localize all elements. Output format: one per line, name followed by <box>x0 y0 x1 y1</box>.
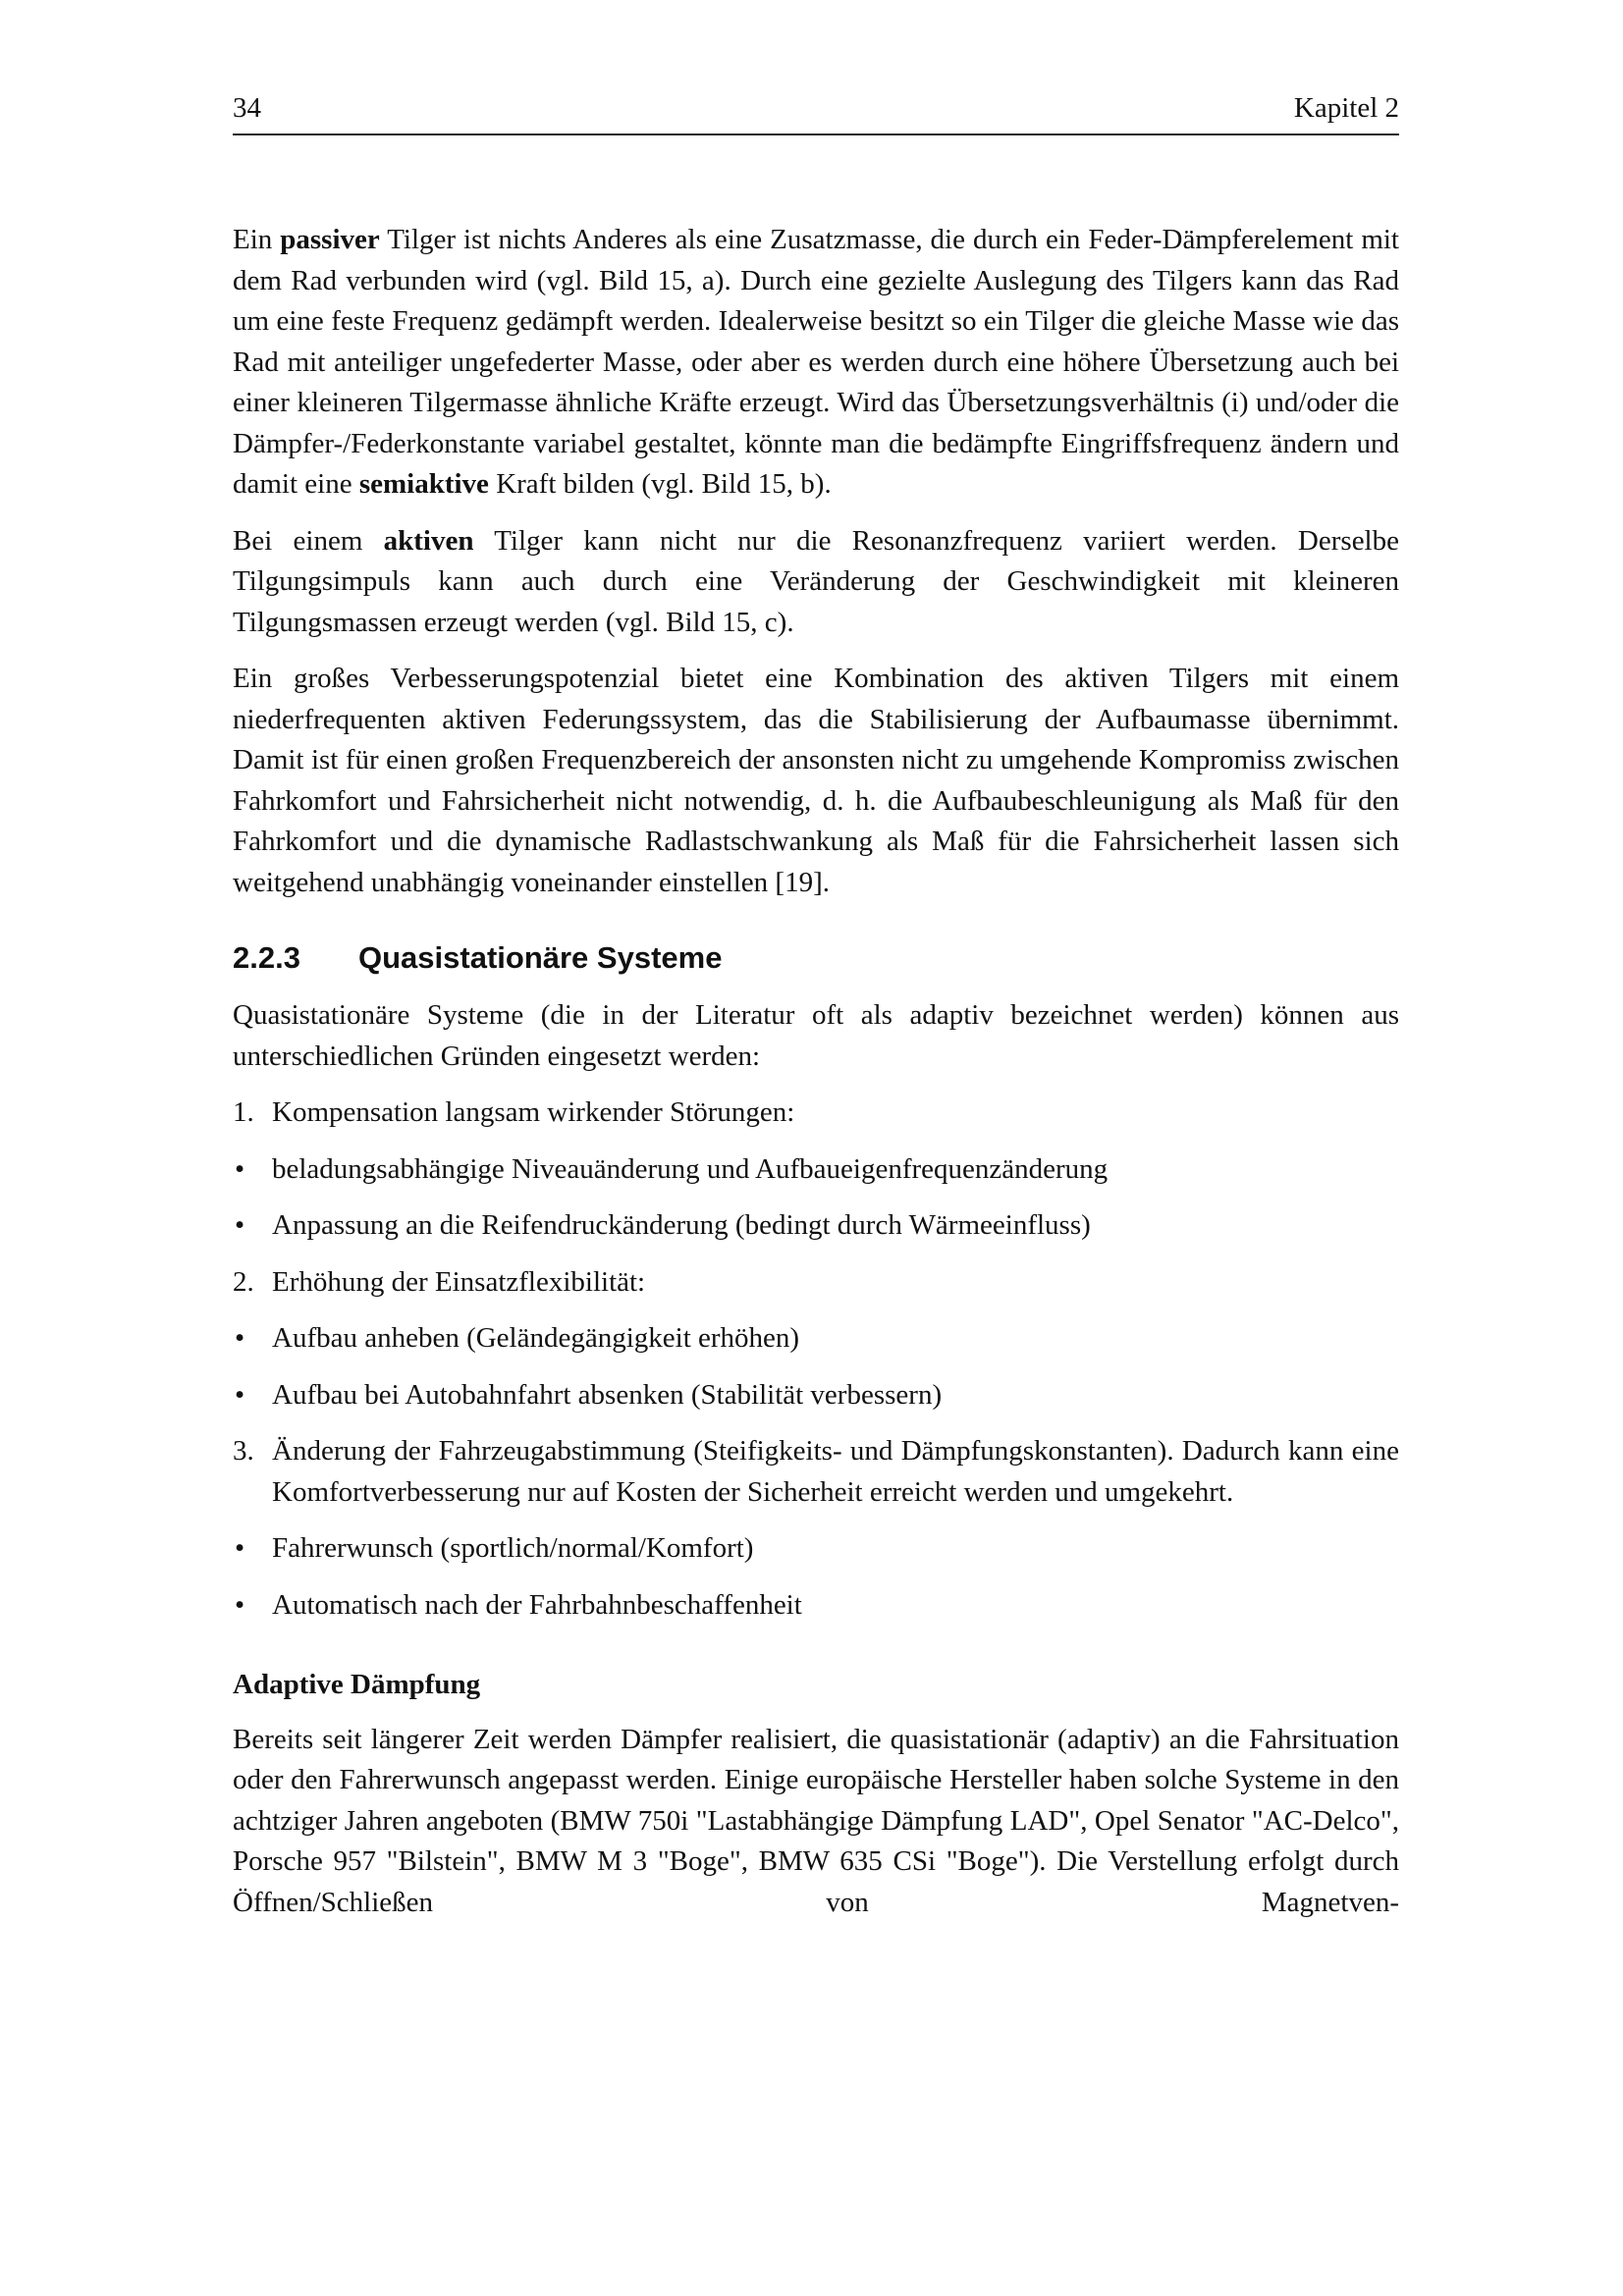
paragraph-quasistationary-intro: Quasistationäre Systeme (die in der Literatur oft als adaptiv bezeichnet werden) können aus unterschiedlichen Gründen eingesetzt werden: <box>233 999 1399 1072</box>
running-header <box>233 90 1399 135</box>
section-number: 2.2.3 <box>233 940 300 975</box>
paragraph-improvement-potential: Ein großes Verbesserungspotenzial bietet eine Kombination des aktiven Tilgers mit einem niederfrequenten aktiven Federungssystem, das die Stabilisierung der Aufbaumasse übernimmt. Damit ist für einen großen Frequenzbereich der ansonsten nicht zu umgehende Kompromiss zwischen Fahrkomfort und Fahrsicherheit nicht notwendig, d. h. die Aufbaubeschleunigung als Maß für den Fahrkomfort und die dynamische Radlastschwankung als Maß für die Fahrsicherheit lassen sich weitgehend unabhängig voneinander einstellen [19]. <box>233 663 1399 898</box>
list-item <box>233 1431 1399 1513</box>
list-marker: 3. <box>233 1435 254 1467</box>
term-semiaktive: semiaktive <box>358 468 489 500</box>
text-run: Tilger kann nicht nur die Resonanzfrequenz variiert werden. Derselbe Tilgungsimpuls kann auch durch eine Veränderung der Geschwindigkeit mit kleineren Tilgungsmassen erzeugt werden (vgl. Bild 15, c). <box>233 524 1399 638</box>
text-run: Ein <box>233 224 281 255</box>
list-item-text: beladungsabhängige Niveauänderung und Aufbaueigenfrequenzänderung <box>272 1152 1109 1185</box>
paragraph-active-absorber <box>233 521 1399 644</box>
list-item-text: Aufbau anheben (Geländegängigkeit erhöhen) <box>272 1322 800 1354</box>
list-item <box>233 1318 1399 1360</box>
paragraph-adaptive-damping: Bereits seit längerer Zeit werden Dämpfer realisiert, die quasistationär (adaptiv) an die Fahrsituation oder den Fahrerwunsch angepasst werden. Einige europäische Hersteller haben solche Systeme in den achtziger Jahren angeboten (BMW 750i "Lastabhängige Dämpfung LAD", Opel Senator "AC-Delco", Porsche 957 "Bilstein", BMW M 3 "Boge", BMW 635 CSi "Boge"). Die Verstellung erfolgt durch Öffnen/Schließen von Magnetven- <box>233 1723 1399 1918</box>
list-item-text: Fahrerwunsch (sportlich/normal/Komfort) <box>272 1532 754 1564</box>
list-item-text: Aufbau bei Autobahnfahrt absenken (Stabilität verbessern) <box>272 1378 943 1411</box>
paragraph-passive-absorber <box>233 220 1399 506</box>
text-run: Tilger ist nichts Anderes als eine Zusatzmasse, die durch ein Feder-Dämpferelement mit dem Rad verbunden wird (vgl. Bild 15, a). Durch eine gezielte Auslegung des Tilgers kann das Rad um eine feste Frequenz gedämpft werden. Idealerweise besitzt so ein Tilger die gleiche Masse wie das Rad mit anteiliger ungefederter Masse, oder aber es werden durch eine höhere Übersetzung auch bei einer kleineren Tilgermasse ähnliche Kräfte erzeugt. Wird das Übersetzungsverhältnis (i) und/oder die Dämpfer-/Federkonstante variabel gestaltet, könnte man die bedämpfte Eingriffsfrequenz ändern und damit eine <box>233 224 1399 500</box>
section-heading <box>233 938 1399 978</box>
page-number: 34 <box>233 92 261 124</box>
list-item <box>233 1528 1399 1570</box>
bullet-marker: • <box>235 1209 245 1241</box>
bullet-marker: • <box>235 1322 245 1354</box>
reasons-list <box>233 1093 1399 1626</box>
list-item-text: Automatisch nach der Fahrbahnbeschaffenheit <box>272 1588 802 1621</box>
list-item <box>233 1262 1399 1304</box>
bullet-marker: • <box>235 1378 245 1411</box>
section-title: Quasistationäre Systeme <box>358 940 723 975</box>
term-passiver: passiver <box>280 224 380 255</box>
chapter-label: Kapitel 2 <box>1293 92 1399 124</box>
bullet-marker: • <box>235 1588 245 1621</box>
list-marker: 1. <box>233 1096 254 1128</box>
body-text <box>233 220 1399 1939</box>
bullet-marker: • <box>235 1532 245 1564</box>
text-run: Kraft bilden (vgl. Bild 15, b). <box>488 468 832 500</box>
bullet-marker: • <box>235 1152 245 1185</box>
list-marker: 2. <box>233 1265 254 1298</box>
list-item <box>233 1205 1399 1247</box>
list-item <box>233 1585 1399 1627</box>
term-aktiven: aktiven <box>383 524 474 557</box>
list-item <box>233 1375 1399 1416</box>
subheading-adaptive-damping: Adaptive Dämpfung <box>233 1669 481 1700</box>
list-item-text: Erhöhung der Einsatzflexibilität: <box>272 1265 646 1298</box>
list-item-text: Kompensation langsam wirkender Störungen: <box>272 1096 795 1128</box>
list-item-text: Anpassung an die Reifendruckänderung (bedingt durch Wärmeeinfluss) <box>272 1209 1091 1241</box>
list-item <box>233 1149 1399 1191</box>
list-item-text: Änderung der Fahrzeugabstimmung (Steifigkeits- und Dämpfungskonstanten). Dadurch kann eine Komfortverbesserung nur auf Kosten der Sicherheit erreicht werden und umgekehrt. <box>272 1435 1399 1508</box>
list-item <box>233 1093 1399 1134</box>
text-run: Bei einem <box>233 524 384 557</box>
